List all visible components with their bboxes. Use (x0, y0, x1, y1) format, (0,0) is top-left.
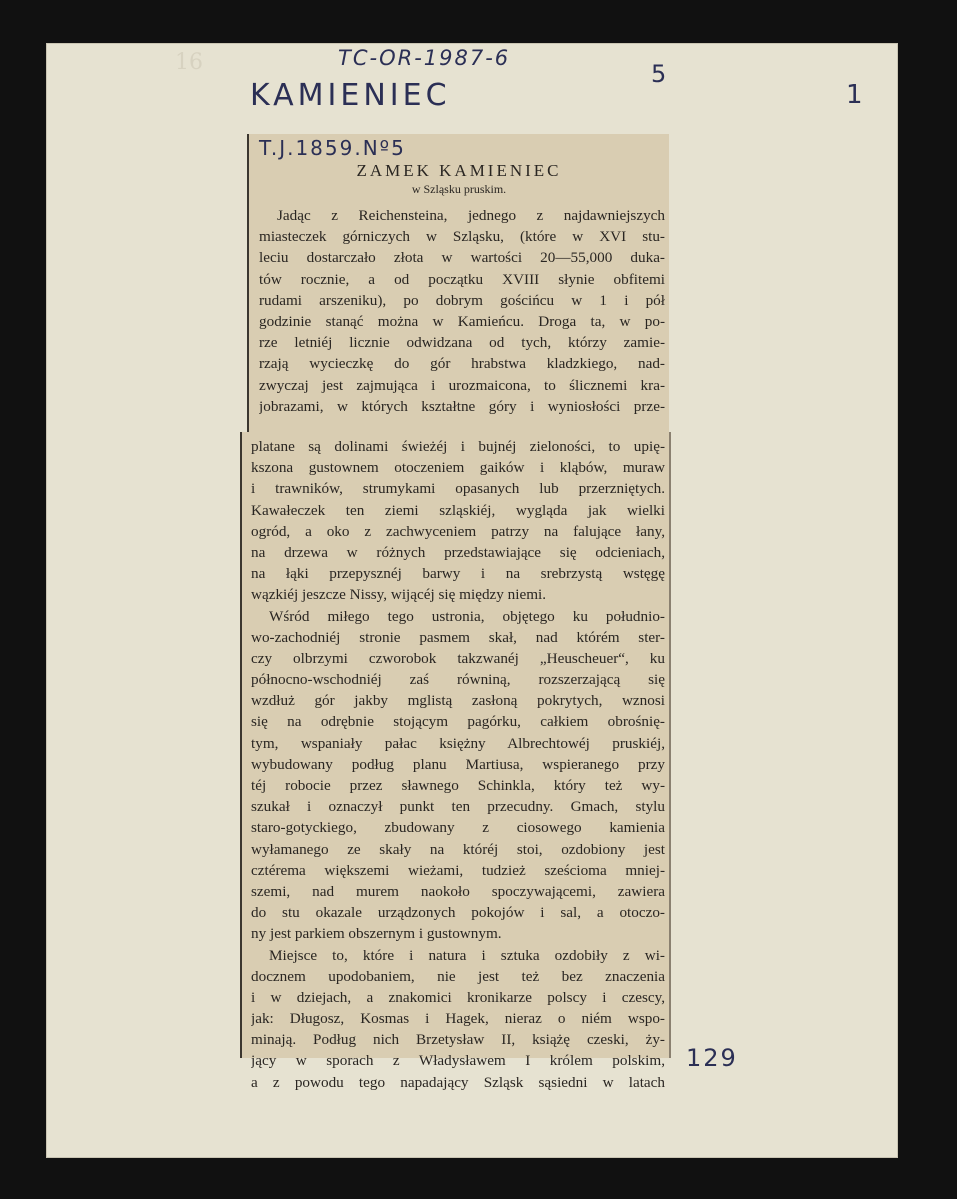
clip-source-note: T.J.1859.Nº5 (259, 136, 406, 160)
text-line: wo-zachodniéj stronie pasmem skał, nad którém ster- (251, 628, 665, 646)
text-line: Miejsce to, które i natura i sztuka ozdobiły z wi- (269, 946, 665, 964)
article-subtitle: w Szląsku pruskim. (411, 182, 507, 196)
text-line: jący w sporach z Władysławem I królem polskim, (251, 1052, 665, 1070)
text-line: minają. Podług nich Brzetysław II, książę czeski, ży- (251, 1031, 665, 1049)
sheet-number: 1 (846, 80, 865, 110)
text-line: wyłamanego ze skały na któréj stoi, ozdobiony jest (251, 840, 665, 858)
text-line: północno-wschodniéj zaś równiną, rozszerzającą się (251, 671, 665, 689)
text-line: téj robocie przez sławnego Schinkla, który też wy- (251, 777, 665, 794)
text-line: leciu dostarczało złota w wartości 20—55,000 duka- (259, 249, 665, 267)
text-line: jak: Długosz, Kosmas i Hagek, nieraz o niém wspo- (251, 1010, 665, 1028)
text-line: Jadąc z Reichensteina, jednego z najdawniejszych (277, 207, 665, 224)
text-line: a z powodu tego napadający Szląsk sąsiedni w latach (251, 1073, 665, 1091)
text-line: ogród, a oko z zachwyceniem patrzy na falujące łany, (251, 522, 665, 540)
text-line: jobrazami, w których kształtne góry i wyniosłości prze- (259, 397, 665, 415)
text-line: zwyczaj jest zajmująca i urozmaicona, to ślicznemi kra- (259, 376, 665, 394)
text-line: wązkiéj jeszcze Nissy, wijącéj się między niemi. (251, 586, 547, 604)
article-column-two (242, 432, 669, 1093)
text-line: wzdłuż gór jakby mglistą zasłoną pokrytych, wznosi (251, 692, 665, 710)
text-line: Kawałeczek ten ziemi szląskiéj, wygląda jak wielki (251, 501, 665, 519)
bleed-through-marks: 16 (175, 50, 203, 75)
text-line: rudami arszeniku), po dobrym gościńcu w 1 i pół (259, 291, 665, 309)
text-line: na łąki przepysznéj barwy i na srebrzystą wstęgę (251, 565, 665, 583)
text-line: się na odrębnie stojącym pagórku, całkiem obrośnię- (251, 713, 665, 731)
text-line: cztérema większemi wieżami, tudzież sześcioma mniej- (251, 861, 665, 879)
text-line: na drzewa w różnych przedstawiające się odcieniach, (251, 543, 665, 561)
text-line: platane są dolinami świeżéj i bujnéj zieloności, to upię- (251, 438, 665, 455)
clipping-part-two (240, 432, 671, 1091)
page-number: 5 (651, 60, 669, 88)
text-line: miasteczek górniczych w Szląsku, (które w XVI stu- (259, 228, 665, 246)
text-line: docznem upodobaniem, nie jest też bez znaczenia (251, 967, 665, 985)
text-line: godzinie stanąć można w Kamieńcu. Droga ta, w po- (259, 312, 665, 330)
text-line: wybudowany podług planu Martiusa, wspieranego przy (251, 755, 665, 773)
text-line: do stu okazale urządzonych pokojów i sal, a otoczo- (251, 904, 665, 922)
text-line: tów rocznie, a od początku XVIII słynie obfitemi (259, 270, 665, 288)
text-line: rzają wycieczkę do gór hrabstwa kladzkiego, nad- (259, 355, 665, 373)
clipping-part-one (247, 134, 669, 432)
article-title: ZAMEK KAMIENIEC (356, 161, 562, 180)
text-line: szemi, nad murem naokoło spoczywającemi, zawiera (251, 882, 665, 900)
catalog-mark: TC-OR-1987-6 (338, 46, 511, 70)
text-line: czy olbrzymi czworobok takzwanéj „Heuscheuer“, ku (251, 649, 665, 667)
article-column-one (249, 197, 669, 417)
text-line: ny jest parkiem obszernym i gustownym. (251, 925, 502, 943)
text-line: i w dziejach, a znakomici kronikarze polscy i czescy, (251, 988, 665, 1006)
text-line: rze letniéj licznie odwidzana od tych, którzy zamie- (259, 334, 665, 352)
place-name-heading: KAMIENIEC (250, 78, 451, 113)
text-line: Wśród miłego tego ustronia, objętego ku południo- (269, 607, 665, 625)
text-line: kszona gustownem otoczeniem gaików i kląbów, muraw (251, 459, 665, 477)
text-line: szukał i oznaczył punkt ten przecudny. Gmach, stylu (251, 798, 665, 816)
bottom-mark: 129 (686, 1044, 738, 1072)
text-line: staro-gotyckiego, zbudowany z ciosowego kamienia (251, 819, 665, 837)
text-line: i trawników, strumykami opasanych lub przerzniętych. (251, 480, 665, 498)
text-line: tym, wspaniały pałac księżny Albrechtowéj pruskiéj, (251, 734, 665, 752)
